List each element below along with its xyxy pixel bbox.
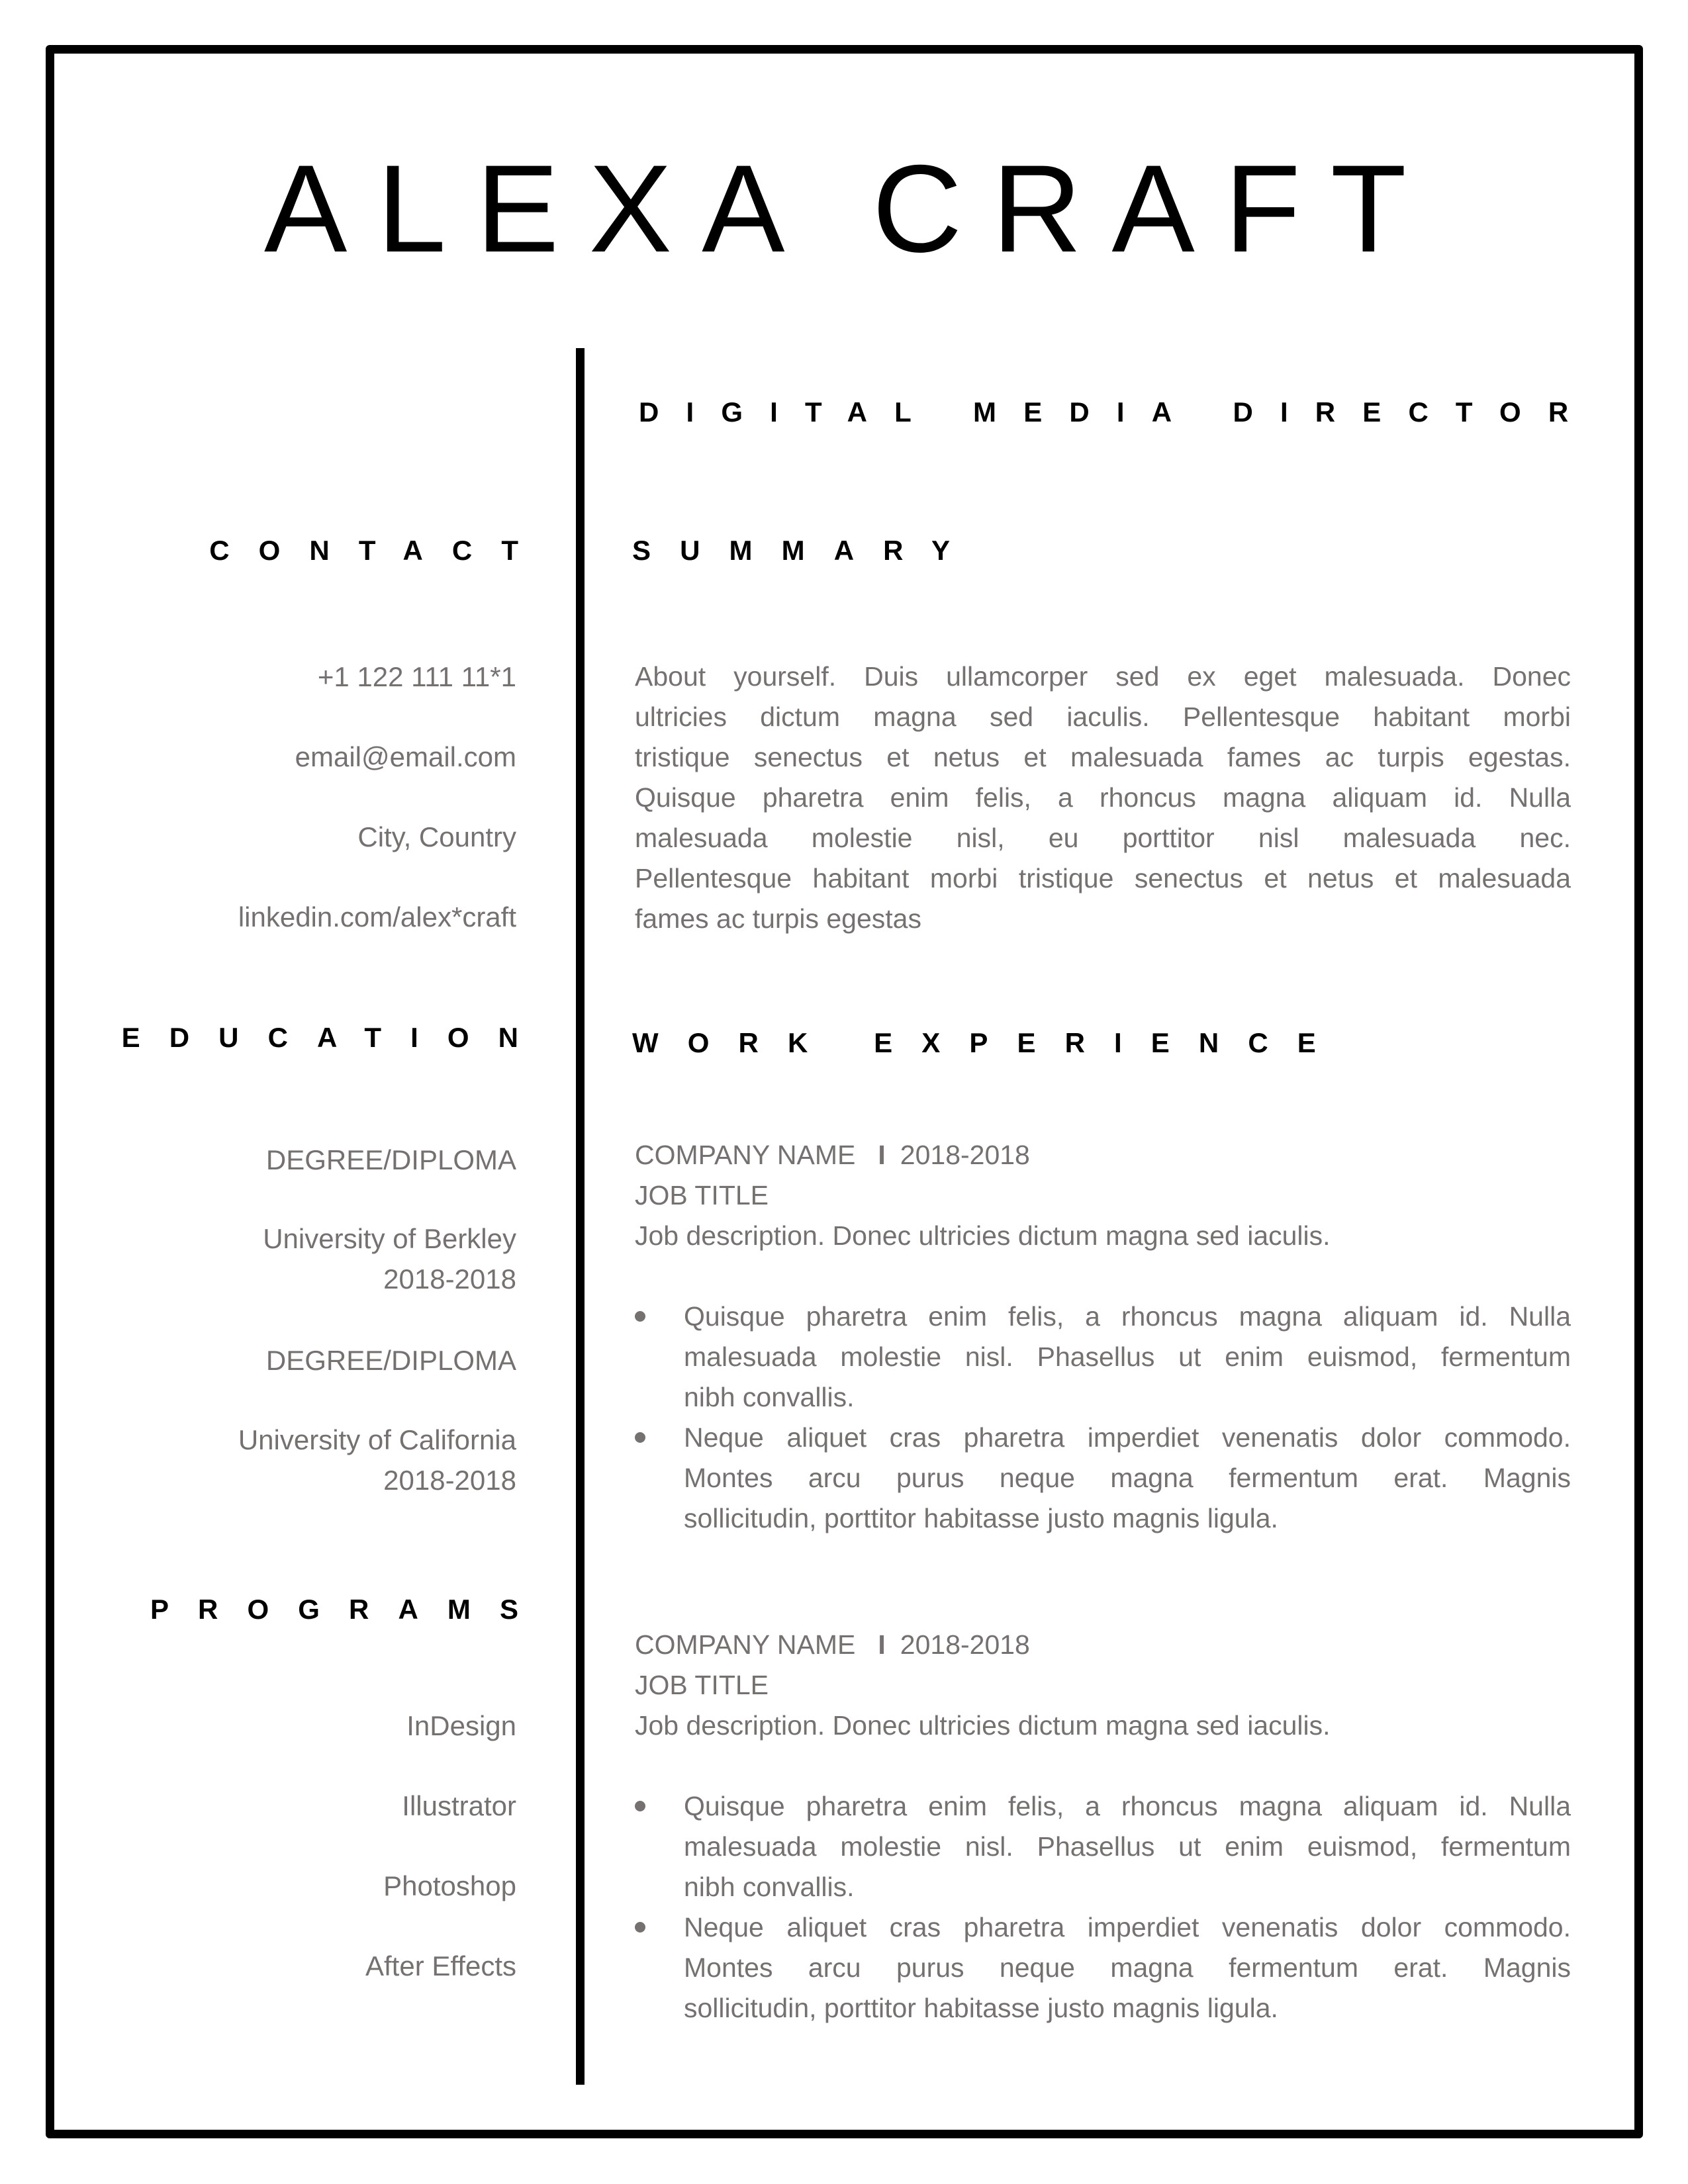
education-heading: EDUCATION (121, 1022, 548, 1053)
education-years-1: 2018-2018 (383, 1263, 516, 1295)
programs-heading: PROGRAMS (150, 1594, 548, 1625)
program-item: Illustrator (402, 1790, 516, 1821)
education-school-2: University of California (238, 1424, 516, 1455)
candidate-name: ALEXA CRAFT (263, 139, 1436, 278)
program-item: Photoshop (383, 1870, 516, 1901)
bullet-line: Neque aliquet cras pharetra imperdiet venenatis dolor commodo. (684, 1422, 1571, 1453)
summary-line: tristique senectus et netus et malesuada fames ac turpis egestas. (635, 742, 1571, 772)
job-company-line (635, 1135, 1571, 1175)
bullet-line: Montes arcu purus neque magna fermentum erat. Magnis (684, 1952, 1571, 1983)
contact-heading: CONTACT (209, 535, 548, 566)
bullet-icon (635, 1922, 645, 1933)
job-title: JOB TITLE (635, 1180, 769, 1210)
bullet-line: sollicitudin, porttitor habitasse justo magnis ligula. (684, 1503, 1278, 1533)
column-divider (576, 348, 585, 2085)
contact-email: email@email.com (295, 741, 516, 772)
education-years-2: 2018-2018 (383, 1465, 516, 1496)
bullet-line: Montes arcu purus neque magna fermentum erat. Magnis (684, 1463, 1571, 1493)
summary-line: fames ac turpis egestas (635, 903, 921, 934)
education-degree-2: DEGREE/DIPLOMA (265, 1345, 516, 1376)
summary-line: ultricies dictum magna sed iaculis. Pellentesque habitant morbi (635, 702, 1571, 732)
contact-location: City, Country (357, 821, 516, 852)
bullet-icon (635, 1432, 645, 1443)
bullet-icon (635, 1311, 645, 1322)
bullet-icon (635, 1801, 645, 1811)
work-experience-heading: WORK EXPERIENCE (632, 1027, 1345, 1058)
summary-line: Quisque pharetra enim felis, a rhoncus magna aliquam id. Nulla (635, 782, 1571, 813)
bullet-line: nibh convallis. (684, 1872, 855, 1902)
summary-line: About yourself. Duis ullamcorper sed ex eget malesuada. Donec (635, 661, 1571, 692)
bullet-line: malesuada molestie nisl. Phasellus ut enim euismod, fermentum (684, 1342, 1571, 1372)
job-years: 2018-2018 (900, 1629, 1030, 1660)
summary-line: malesuada molestie nisl, eu porttitor nisl malesuada nec. (635, 823, 1571, 853)
summary-line: Pellentesque habitant morbi tristique senectus et netus et malesuada (635, 863, 1571, 893)
job-bullets (635, 1297, 1571, 1539)
bullet-item (635, 1786, 1571, 1907)
job-description: Job description. Donec ultricies dictum magna sed iaculis. (635, 1220, 1331, 1251)
separator: I (878, 1629, 886, 1660)
bullet-line: nibh convallis. (684, 1382, 855, 1412)
summary-paragraph (635, 657, 1571, 939)
bullet-item (635, 1418, 1571, 1539)
separator: I (878, 1140, 886, 1170)
contact-linkedin: linkedin.com/alex*craft (238, 901, 516, 933)
company-name: COMPANY NAME (635, 1629, 856, 1660)
job-entry-1 (635, 1135, 1571, 1539)
bullet-line: Quisque pharetra enim felis, a rhoncus magna aliquam id. Nulla (684, 1301, 1571, 1332)
company-name: COMPANY NAME (635, 1140, 856, 1170)
job-bullets (635, 1786, 1571, 2028)
program-item: InDesign (406, 1710, 516, 1741)
job-title: JOB TITLE (635, 1670, 769, 1700)
bullet-line: Neque aliquet cras pharetra imperdiet venenatis dolor commodo. (684, 1912, 1571, 1942)
job-company-line (635, 1625, 1571, 1665)
education-degree-1: DEGREE/DIPLOMA (265, 1144, 516, 1175)
program-item: After Effects (365, 1950, 516, 1981)
education-school-1: University of Berkley (263, 1223, 516, 1254)
summary-heading: SUMMARY (632, 535, 980, 566)
bullet-line: malesuada molestie nisl. Phasellus ut enim euismod, fermentum (684, 1831, 1571, 1862)
job-role-title: DIGITAL MEDIA DIRECTOR (639, 396, 1596, 428)
bullet-line: sollicitudin, porttitor habitasse justo magnis ligula. (684, 1993, 1278, 2023)
job-entry-2 (635, 1625, 1571, 2028)
bullet-line: Quisque pharetra enim felis, a rhoncus magna aliquam id. Nulla (684, 1791, 1571, 1821)
bullet-item (635, 1297, 1571, 1418)
job-description: Job description. Donec ultricies dictum magna sed iaculis. (635, 1710, 1331, 1741)
contact-phone: +1 122 111 11*1 (317, 661, 516, 692)
job-years: 2018-2018 (900, 1140, 1030, 1170)
bullet-item (635, 1907, 1571, 2028)
